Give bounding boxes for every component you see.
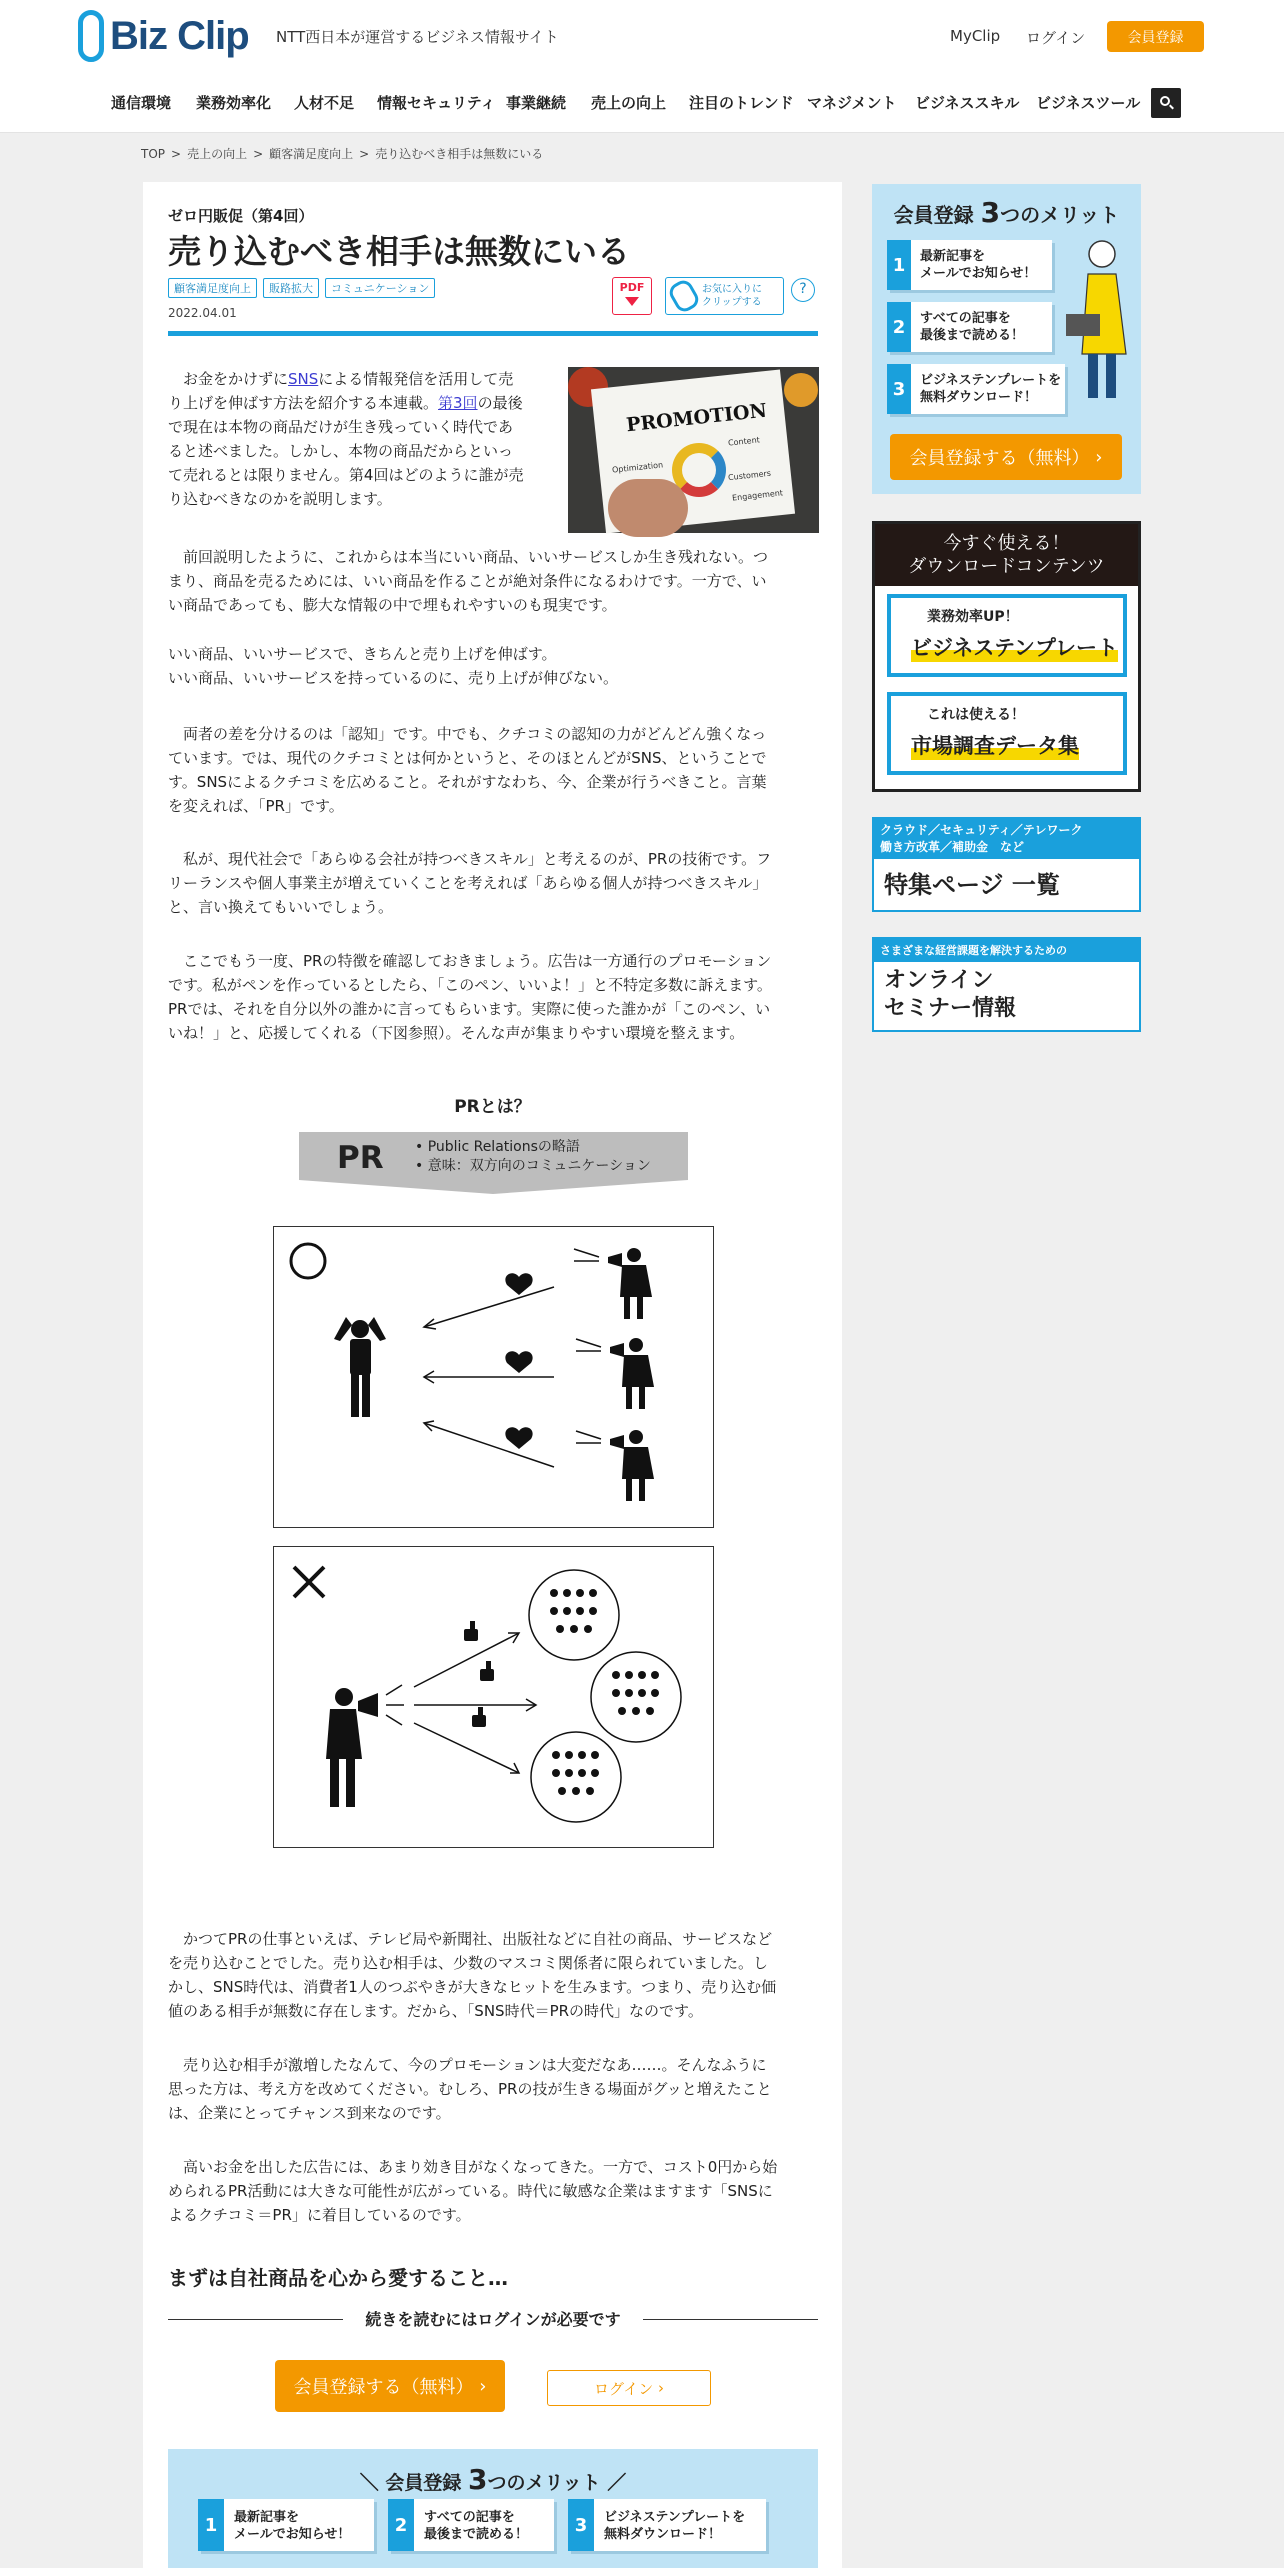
- breadcrumb-current: 売り込むべき相手は無数にいる: [375, 147, 544, 161]
- nav-item-network[interactable]: 通信環境: [111, 94, 172, 112]
- paperclip-logo-icon: [78, 10, 104, 62]
- pr-bullets: • Public Relationsの略語 • 意味：双方向のコミュニケーション: [415, 1139, 651, 1174]
- favorite-clip-button[interactable]: [665, 277, 784, 315]
- sidebar-merit-2: 2 すべての記事を 最後まで読める！: [887, 302, 1052, 352]
- nav-item-efficiency[interactable]: 業務効率化: [196, 94, 272, 112]
- feature-pages-banner[interactable]: [872, 817, 1141, 912]
- pr-word: PR: [337, 1140, 384, 1176]
- intro-paragraph: お金をかけずにSNSによる情報発信を活用して売 り上げを伸ばす方法を紹介する本連載。第3回の最後 で現在は本物の商品だけが生き残っていく時代であ ると述べました。しかし、本物の商品だからといっ て売れるとは限りません。第4回はどのように誰が売 り込むべきなのかを説明します。: [168, 370, 524, 508]
- heart-icons: [505, 1273, 532, 1449]
- paperclip-icon: [666, 277, 702, 315]
- person-megaphone-icon: [326, 1688, 378, 1807]
- myclip-link[interactable]: MyClip: [950, 27, 1001, 45]
- search-button[interactable]: [1151, 88, 1181, 118]
- nav-item-security[interactable]: 情報セキュリティ: [377, 94, 496, 112]
- template-banner-subtitle: 業務効率UP！: [927, 609, 1019, 625]
- seminar-banner-title: オンライン セミナー情報: [884, 968, 1017, 1021]
- member-merits-box: [168, 2449, 818, 2568]
- register-button[interactable]: 会員登録: [1107, 21, 1204, 52]
- site-tagline: NTT西日本が運営するビジネス情報サイト: [276, 28, 559, 46]
- merit-card-3: 3 ビジネステンプレートを 無料ダウンロード！: [568, 2499, 766, 2551]
- nav-item-continuity[interactable]: 事業継続: [506, 94, 567, 112]
- breadcrumb-sales[interactable]: 売上の向上: [187, 147, 248, 161]
- paragraph-3: 両者の差を分けるのは「認知」です。中でも、クチコミの認知の力がどんどん強くなっ ています。では、現代のクチコミとは何かというと、そのほとんどがSNS、ということで す。SNSによるクチコミを広めること。それがすなわち、今、企業が行うべきこと。言葉 を変えれば、「PR」です。: [168, 725, 767, 815]
- paragraph-8: 高いお金を出した広告には、あまり効き目がなくなってきた。一方で、コスト0円から始 められるPR活動には大きな可能性が広がっている。時代に敏感な企業はますます「SNSに よるクチコミ＝PR」に着目しているのです。: [168, 2158, 778, 2224]
- breadcrumb-top[interactable]: TOP: [141, 147, 166, 161]
- sns-link[interactable]: SNS: [288, 370, 319, 388]
- page-title: 売り込むべき相手は無数にいる: [168, 232, 630, 271]
- seminar-banner-band: さまざまな経営課題を解決するための: [874, 939, 1139, 962]
- breadcrumb: TOP > 売上の向上 > 顧客満足度向上 > 売り込むべき相手は無数にいる: [141, 147, 544, 161]
- breadcrumb-satisfaction[interactable]: 顧客満足度向上: [269, 147, 354, 161]
- paragraph-1: 前回説明したように、これからは本当にいい商品、いいサービスしか生き残れない。つ まり、商品を売るためには、いい商品を作ることが絶対条件になるわけです。一方で、い い商品であっても、膨大な情報の中で埋もれやすいのも現実です。: [168, 548, 769, 614]
- online-seminar-banner[interactable]: [872, 937, 1141, 1032]
- merits-heading: ＼ 会員登録 3つのメリット ／: [359, 2463, 627, 2496]
- article-tags: [168, 278, 435, 298]
- research-banner-subtitle: これは使える！: [927, 707, 1025, 723]
- megaphone-person-icons: [608, 1248, 654, 1501]
- help-icon[interactable]: ?: [791, 278, 815, 302]
- sidebar-merits-heading: 会員登録 3つのメリット: [893, 196, 1120, 229]
- pdf-download-button[interactable]: [612, 277, 652, 315]
- paragraph-4: 私が、現代社会で「あらゆる会社が持つべきスキル」と考えるのが、PRの技術です。フ リーランスや個人事業主が増えていくことを考えれば「あらゆる個人が持つべきスキル」 と、言い換えてもいいでしょう。: [168, 850, 772, 916]
- download-content-box: [872, 521, 1141, 792]
- figure-caption: PRとは？: [454, 1097, 531, 1117]
- favorite-label-line1: お気に入りに: [702, 284, 762, 295]
- article-series: ゼロ円販促（第4回）: [168, 207, 314, 225]
- feature-banner-band: クラウド／セキュリティ／テレワーク 働き方改革／補助金 など: [874, 819, 1139, 859]
- download-heading: 今すぐ使える！ ダウンロードコンテンツ: [875, 524, 1138, 586]
- market-research-banner[interactable]: [887, 692, 1127, 775]
- site-header: [0, 0, 1284, 80]
- gated-section-heading: まずは自社商品を心から愛すること…: [168, 2266, 508, 2290]
- merit-card-2: 2 すべての記事を 最後まで読める！: [388, 2499, 554, 2551]
- pr-good-panel: [273, 1212, 714, 1528]
- paragraph-7: 売り込む相手が激増したなんて、今のプロモーションは大変だなあ……。そんなふうに 思った方は、考え方を改めてください。むしろ、PRの技が生きる場面がグッと増えたこと は、企業にとってチャンス到来なのです。: [168, 2056, 772, 2122]
- register-free-button[interactable]: 会員登録する（無料） ›: [275, 2360, 505, 2412]
- nav-item-management[interactable]: マネジメント: [807, 94, 897, 112]
- promotion-photo: PROMOTION Content Optimization Customers Engagement: [568, 367, 819, 533]
- tag-communication[interactable]: コミュニケーション: [325, 278, 435, 298]
- person-cheering-icon: [334, 1317, 386, 1417]
- login-required-notice: [168, 2307, 818, 2331]
- sidebar-merit-3: 3 ビジネステンプレートを 無料ダウンロード！: [887, 364, 1065, 414]
- nav-item-skills[interactable]: ビジネススキル: [915, 94, 1020, 112]
- bizclip-logo[interactable]: [78, 8, 249, 64]
- publish-date: 2022.04.01: [168, 306, 237, 320]
- nav-item-tools[interactable]: ビジネスツール: [1036, 94, 1141, 112]
- global-nav: [0, 80, 1284, 133]
- research-banner-title: 市場調査データ集: [911, 730, 1079, 760]
- tag-channel-expansion[interactable]: 販路拡大: [263, 278, 319, 298]
- template-banner-title: ビジネステンプレート: [911, 632, 1118, 662]
- download-arrow-icon: [625, 297, 639, 306]
- nav-item-sales[interactable]: 売上の向上: [591, 94, 667, 112]
- cross-mark-icon: [294, 1567, 324, 1597]
- pr-bad-panel: [273, 1546, 714, 1848]
- thumbs-up-icons: [464, 1621, 494, 1727]
- paragraph-5: ここでもう一度、PRの特徴を確認しておきましょう。広告は一方通行のプロモーション です。私がペンを作っているとしたら、「このペン、いいよ！」と不特定多数に訴えます。 PRでは、それを自分以外の誰かに言ってもらいます。実際に使った誰かが「このペン、い いね！」と、応援してくれる（下図参照）。そんな声が集まりやすい環境を整えます。: [168, 952, 772, 1042]
- title-divider: [168, 331, 818, 336]
- circle-mark-icon: [291, 1244, 325, 1278]
- login-required-text: 続きを読むにはログインが必要です: [365, 2310, 621, 2329]
- part3-link[interactable]: 第3回: [438, 394, 478, 412]
- merit-card-1: 1 最新記事を メールでお知らせ！: [198, 2499, 374, 2551]
- pdf-label: PDF: [619, 281, 645, 294]
- photo-word-promotion: PROMOTION: [625, 399, 768, 437]
- feature-banner-title: 特集ページ 一覧: [884, 871, 1060, 899]
- paragraph-2: いい商品、いいサービスで、きちんと売り上げを伸ばす。 いい商品、いいサービスを持っているのに、売り上げが伸びない。: [168, 645, 619, 687]
- tag-customer-satisfaction[interactable]: 顧客満足度向上: [168, 278, 257, 298]
- login-link[interactable]: ログイン: [1026, 29, 1086, 47]
- svg-text:○: ○: [274, 1212, 288, 1231]
- business-template-banner[interactable]: [887, 594, 1127, 677]
- nav-item-staffing[interactable]: 人材不足: [294, 94, 355, 112]
- paragraph-6: かつてPRの仕事といえば、テレビ局や新聞社、出版社などに自社の商品、サービスなど を売り込むことでした。売り込む相手は、少数のマスコミ関係者に限られていました。し かし、SNS時代は、消費者1人のつぶやきが大きなヒットを生みます。つまり、売り込む価 値のある相手が無数に存在します。だから、「SNS時代＝PRの時代」なのです。: [168, 1930, 777, 2020]
- logo-text: Biz Clip: [110, 13, 249, 58]
- favorite-label-line2: クリップする: [702, 297, 762, 308]
- person-laptop-illustration: [1062, 234, 1132, 404]
- login-button[interactable]: ログイン ›: [547, 2370, 711, 2406]
- nav-item-trends[interactable]: 注目のトレンド: [689, 94, 794, 112]
- article-main: [143, 182, 842, 2568]
- sidebar-register-button[interactable]: 会員登録する（無料） ›: [890, 434, 1122, 480]
- sidebar-merits-box: [872, 184, 1141, 494]
- sidebar-merit-1: 1 最新記事を メールでお知らせ！: [887, 240, 1052, 290]
